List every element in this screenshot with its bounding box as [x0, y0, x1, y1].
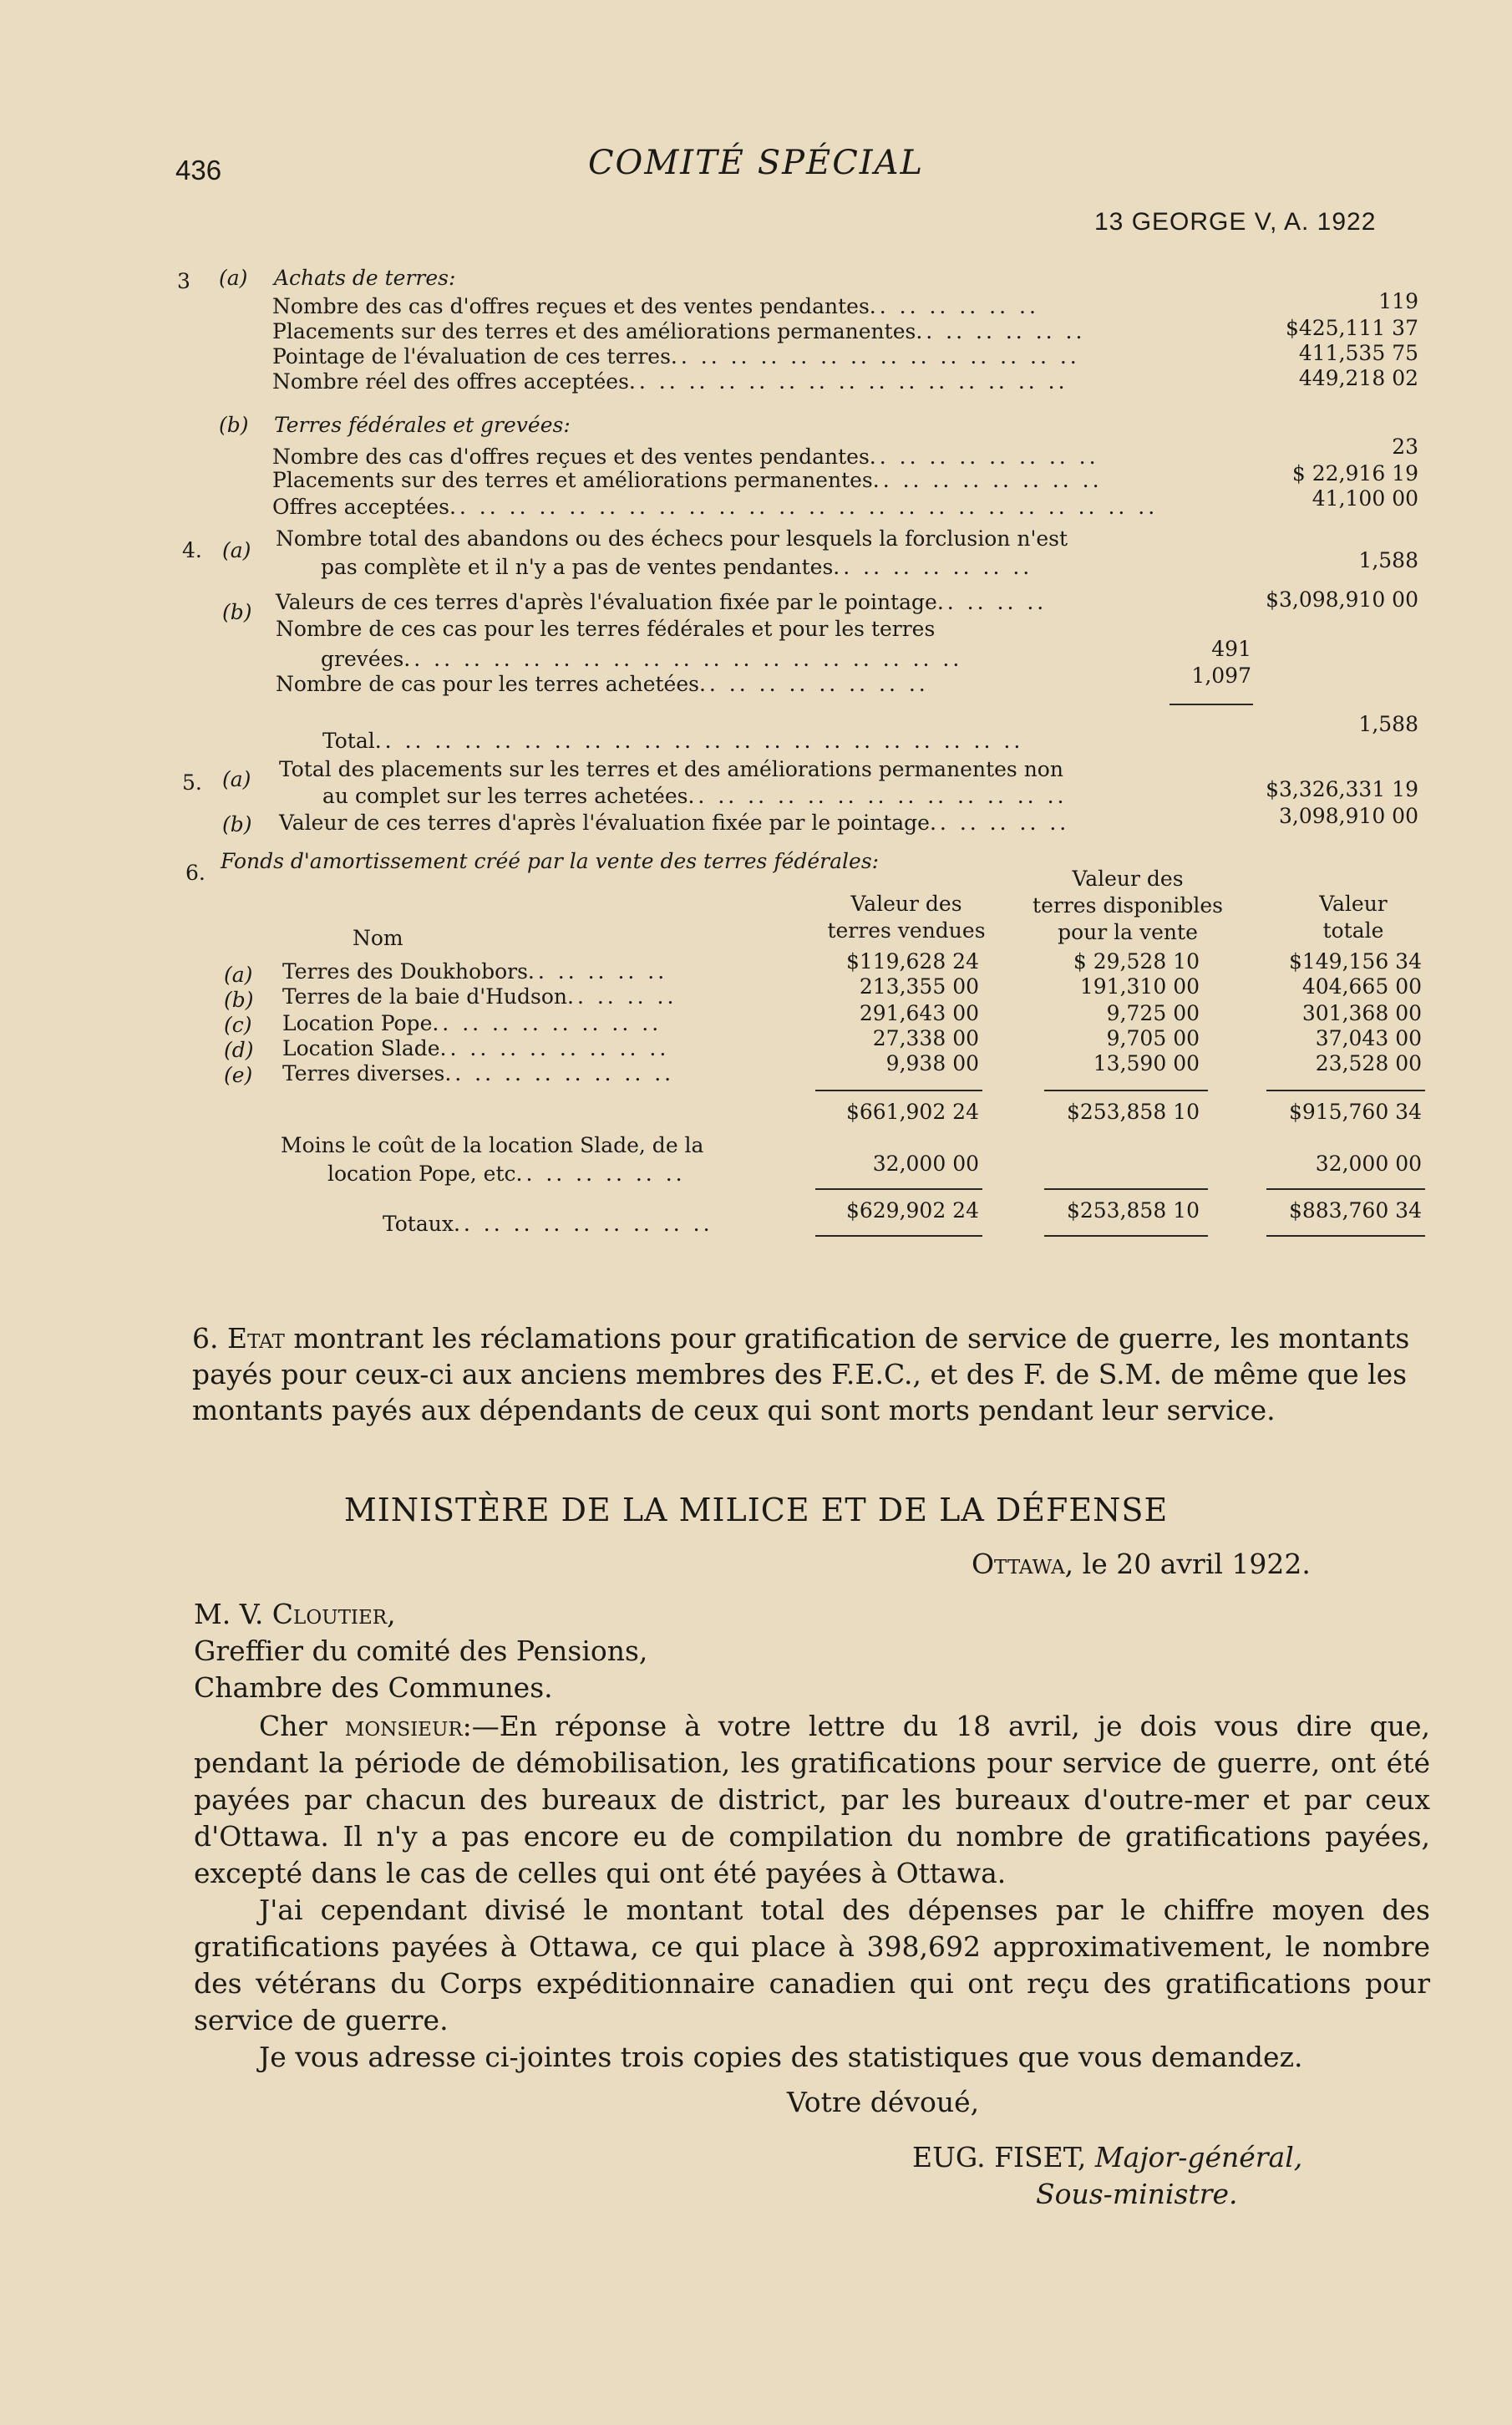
totals-underline-2 — [1044, 1235, 1208, 1237]
signature-title-2: Sous-ministre. — [1036, 2178, 1238, 2210]
section-6-heading-paragraph — [192, 1320, 1428, 1428]
s3a-row-4-value: 449,218 02 — [1298, 366, 1418, 390]
less-line-1: Moins le coût de la location Slade, de la — [281, 1133, 704, 1157]
s3b-row-3-text: Offres acceptées.. .. .. .. .. .. .. .. .. .. .. .. .. .. .. .. .. .. .. .. .. .. .. .. — [272, 495, 1159, 519]
totals-vendues: $629,902 24 — [845, 1198, 979, 1223]
table-row-name: Location Pope.. .. .. .. .. .. .. .. — [282, 1011, 662, 1035]
letter-body — [194, 1708, 1430, 2076]
col-header-vendues: Valeur des terres vendues — [827, 892, 986, 943]
subtotal-totale: $915,760 34 — [1288, 1100, 1422, 1124]
col-header-nom: Nom — [353, 926, 403, 950]
table-cell-vendues: 9,938 00 — [885, 1051, 979, 1075]
letter-paragraph-3: Je vous adresse ci-jointes trois copies des statistiques que vous demandez. — [259, 2041, 1303, 2073]
s4-total-label: Total.. .. .. .. .. .. .. .. .. .. .. .. .. .. .. .. .. .. .. .. .. .. — [322, 729, 1024, 753]
s4-total-rule — [1170, 704, 1253, 705]
table-cell-totale: 23,528 00 — [1315, 1051, 1422, 1075]
s4a-line-1: Nombre total des abandons ou des échecs pour lesquels la forclusion n'est — [276, 526, 1068, 551]
section-4b-label: (b) — [222, 600, 252, 624]
s3a-row-3-value: 411,535 75 — [1298, 341, 1418, 365]
s3a-row-1-value: 119 — [1378, 289, 1418, 313]
s4b-value-3: 491 — [1211, 637, 1251, 661]
section-5b-label: (b) — [222, 812, 252, 836]
section-6-number: 6. — [192, 1322, 219, 1355]
section-3b-label: (b) — [219, 413, 249, 437]
s4-total-value: 1,588 — [1358, 712, 1418, 736]
subtotal-rule-2 — [1044, 1090, 1208, 1091]
table-cell-disponibles: $ 29,528 10 — [1073, 949, 1200, 974]
table-cell-disponibles: 13,590 00 — [1093, 1051, 1200, 1075]
section-6-table-title: Fonds d'amortissement créé par la vente des terres fédérales: — [221, 849, 880, 873]
signature-title-1: Major-général, — [1094, 2141, 1303, 2173]
table-cell-totale: 37,043 00 — [1315, 1026, 1422, 1050]
table-cell-vendues: 27,338 00 — [872, 1026, 979, 1050]
table-row-label: (b) — [224, 988, 254, 1012]
table-cell-vendues: 213,355 00 — [859, 974, 979, 999]
table-cell-vendues: 291,643 00 — [859, 1001, 979, 1025]
s3a-row-2-text: Placements sur des terres et des améliorations permanentes.. .. .. .. .. .. — [272, 319, 1086, 343]
table-row-label: (e) — [224, 1063, 253, 1087]
section-3b-title: Terres fédérales et grevées: — [274, 413, 571, 437]
table-row-label: (d) — [224, 1038, 254, 1062]
subtotal-disponibles: $253,858 10 — [1066, 1100, 1200, 1124]
s5a-value: $3,326,331 19 — [1266, 777, 1418, 801]
totals-underline-3 — [1266, 1235, 1425, 1237]
ministry-heading: MINISTÈRE DE LA MILICE ET DE LA DÉFENSE — [343, 1492, 1169, 1528]
table-row-label: (c) — [224, 1013, 252, 1037]
table-cell-disponibles: 9,725 00 — [1106, 1001, 1200, 1025]
s3a-row-4-text: Nombre réel des offres acceptées.. .. .. .. .. .. .. .. .. .. .. .. .. .. .. — [272, 369, 1068, 394]
totals-rule-2 — [1044, 1188, 1208, 1190]
table-row-label: (a) — [224, 963, 253, 987]
s5a-line-1: Total des placements sur les terres et des améliorations permanentes non — [279, 757, 1063, 781]
table-cell-totale: $149,156 34 — [1288, 949, 1422, 974]
s4b-value-4: 1,097 — [1191, 663, 1251, 688]
col-header-totale: Valeur totale — [1319, 892, 1388, 943]
less-vendues: 32,000 00 — [872, 1151, 979, 1176]
letter-paragraph-1: Cher monsieur:—En réponse à votre lettre du 18 avril, je dois vous dire que, pendant la période de démobilisation, les gratifications pour service de guerre, ont été payées par chacun des bureaux de district, par les bureaux d'outre-mer et par ceux d'Ottawa. Il n'y a pas encore eu de compilation du nombre de gratifications payées, excepté dans le cas de celles qui ont été payées à Ottawa. — [194, 1710, 1430, 1889]
table-row-name: Terres des Doukhobors.. .. .. .. .. — [282, 959, 668, 984]
signature-line — [912, 2141, 1302, 2173]
totals-underline-1 — [815, 1235, 982, 1237]
table-cell-totale: 404,665 00 — [1301, 974, 1422, 999]
table-row-name: Terres diverses.. .. .. .. .. .. .. .. — [282, 1061, 675, 1085]
section-4-number: 4. — [182, 538, 202, 562]
s4a-value: 1,588 — [1358, 548, 1418, 572]
etat-word: Etat — [227, 1322, 285, 1355]
table-row-name: Location Slade.. .. .. .. .. .. .. .. — [282, 1036, 670, 1060]
section-3a-title: Achats de terres: — [274, 266, 456, 290]
s3a-row-2-value: $425,111 37 — [1285, 316, 1418, 340]
s3b-row-1-text: Nombre des cas d'offres reçues et des ventes pendantes.. .. .. .. .. .. .. .. — [272, 445, 1099, 469]
col-header-disponibles: Valeur des terres disponibles pour la vente — [1033, 867, 1223, 944]
section-5-number: 5. — [182, 770, 202, 795]
totals-rule-3 — [1266, 1188, 1425, 1190]
section-6-table-number: 6. — [185, 861, 205, 885]
salutation: Cher monsieur: — [259, 1710, 472, 1742]
recipient-institution: Chambre des Communes. — [194, 1671, 553, 1704]
s3a-row-1-text: Nombre des cas d'offres reçues et des ventes pendantes.. .. .. .. .. .. — [272, 294, 1039, 318]
s4b-value-1: $3,098,910 00 — [1266, 587, 1418, 612]
s3b-row-1-value: 23 — [1392, 435, 1418, 459]
section-3-number: 3 — [177, 269, 190, 293]
s3b-row-2-value: $ 22,916 19 — [1291, 461, 1418, 486]
subtotal-vendues: $661,902 24 — [845, 1100, 979, 1124]
s5b-value: 3,098,910 00 — [1279, 804, 1418, 828]
s3b-row-2-text: Placements sur des terres et améliorations permanentes.. .. .. .. .. .. .. .. — [272, 468, 1103, 492]
signature-name: EUG. FISET, — [912, 2141, 1087, 2173]
letter-paragraph-2: J'ai cependant divisé le montant total des dépenses par le chiffre moyen des gratifications payées à Ottawa, ce qui place à 398,692 approximativement, le nombre des vétérans du Corps expéditionnaire canadien qui ont reçu des gratifications pour service de guerre. — [194, 1894, 1430, 2036]
letter-closing: Votre dévoué, — [787, 2086, 980, 2118]
table-row-name: Terres de la baie d'Hudson.. .. .. .. — [282, 984, 677, 1009]
s4b-line-4: Nombre de cas pour les terres achetées.. .. .. .. .. .. .. .. — [276, 672, 929, 696]
s3b-row-3-value: 41,100 00 — [1312, 486, 1418, 511]
totals-totale: $883,760 34 — [1288, 1198, 1422, 1223]
totals-disponibles: $253,858 10 — [1066, 1198, 1200, 1223]
section-4a-label: (a) — [222, 538, 251, 562]
s5b-line-1: Valeur de ces terres d'après l'évaluation fixée par le pointage.. .. .. .. .. — [279, 811, 1070, 835]
s4a-line-2: pas complète et il n'y a pas de ventes pendantes.. .. .. .. .. .. .. — [321, 555, 1033, 579]
section-3a-label: (a) — [219, 266, 248, 290]
table-cell-vendues: $119,628 24 — [845, 949, 979, 974]
totals-label: Totaux.. .. .. .. .. .. .. .. .. — [383, 1212, 713, 1236]
recipient-name: M. V. Cloutier, — [194, 1598, 396, 1630]
recipient-office: Greffier du comité des Pensions, — [194, 1634, 648, 1667]
less-totale: 32,000 00 — [1315, 1151, 1422, 1176]
s4b-line-1: Valeurs de ces terres d'après l'évaluation fixée par le pointage.. .. .. .. — [276, 590, 1048, 614]
table-cell-totale: 301,368 00 — [1301, 1001, 1422, 1025]
page-number: 436 — [175, 155, 222, 186]
table-cell-disponibles: 191,310 00 — [1079, 974, 1200, 999]
s4b-line-3: grevées.. .. .. .. .. .. .. .. .. .. .. .. .. .. .. .. .. .. .. — [321, 647, 963, 671]
s4b-line-2: Nombre de ces cas pour les terres fédérales et pour les terres — [276, 617, 936, 641]
letter-dateline: Ottawa, le 20 avril 1922. — [972, 1548, 1311, 1580]
table-cell-disponibles: 9,705 00 — [1106, 1026, 1200, 1050]
section-6-text: montrant les réclamations pour gratification de service de guerre, les montants payés pour ceux-ci aux anciens membres des F.E.C., et des F. de S.M. de même que les montants payés aux dépendants de ceux qui sont morts pendant leur service. — [192, 1322, 1410, 1426]
running-title: COMITÉ SPÉCIAL — [587, 144, 925, 182]
s5a-line-2: au complet sur les terres achetées.. .. .. .. .. .. .. .. .. .. .. .. .. — [322, 784, 1068, 808]
subtotal-rule-3 — [1266, 1090, 1425, 1091]
subtotal-rule-1 — [815, 1090, 982, 1091]
session-line: 13 GEORGE V, A. 1922 — [1094, 208, 1377, 236]
totals-rule-1 — [815, 1188, 982, 1190]
section-5a-label: (a) — [222, 767, 251, 791]
s3a-row-3-text: Pointage de l'évaluation de ces terres.. .. .. .. .. .. .. .. .. .. .. .. .. .. — [272, 344, 1080, 369]
less-line-2: location Pope, etc.. .. .. .. .. .. — [327, 1162, 686, 1186]
